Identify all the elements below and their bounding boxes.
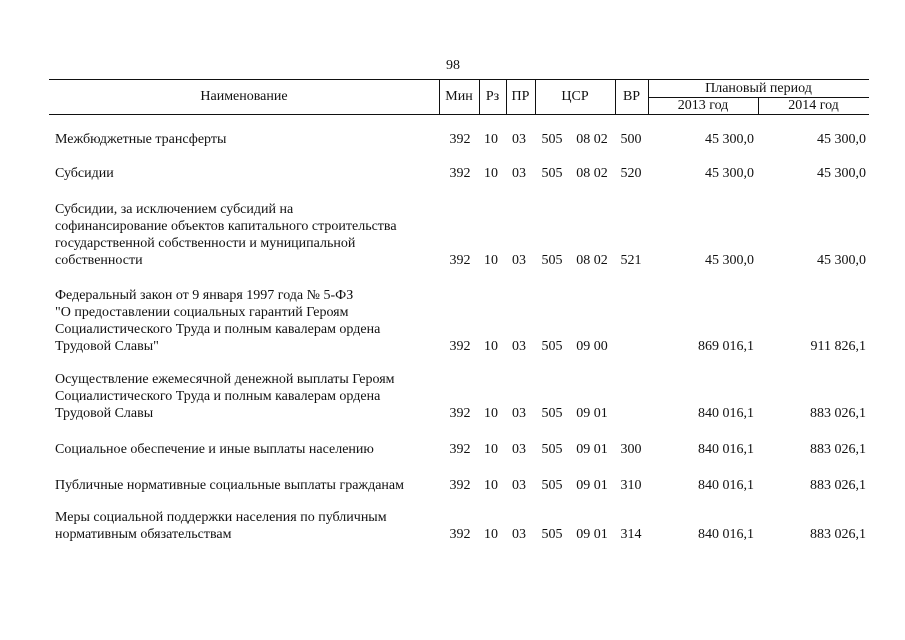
table-row (49, 0, 869, 543)
header-name: Наименование (200, 89, 288, 104)
cell-2013: 840 016,1 (698, 406, 754, 421)
cell-csr-program: 505 (541, 478, 563, 493)
cell-vr: 521 (620, 253, 642, 268)
cell-rz: 10 (484, 406, 498, 421)
cell-rz: 10 (484, 166, 498, 181)
cell-2013: 840 016,1 (698, 478, 754, 493)
header-year-2013: 2013 год (677, 98, 729, 113)
cell-2013: 45 300,0 (705, 132, 754, 147)
cell-2013: 45 300,0 (705, 166, 754, 181)
cell-2013: 840 016,1 (698, 527, 754, 542)
cell-name: Федеральный закон от 9 января 1997 года № 5-ФЗ "О предоставлении социальных гарантий Героям Социалистического Труда и полным кавалерам ордена Трудовой Славы" (55, 288, 381, 354)
cell-pr: 03 (512, 527, 526, 542)
cell-name: Субсидии (55, 166, 114, 181)
cell-2014: 883 026,1 (810, 442, 866, 457)
cell-pr: 03 (512, 478, 526, 493)
cell-2014: 883 026,1 (810, 527, 866, 542)
cell-2014: 45 300,0 (817, 166, 866, 181)
cell-2014: 911 826,1 (810, 339, 866, 354)
page-number: 98 (446, 58, 460, 73)
cell-pr: 03 (512, 253, 526, 268)
cell-csr-program: 505 (541, 406, 563, 421)
cell-csr-subprogram: 08 02 (576, 253, 608, 268)
header-vr: ВР (622, 89, 641, 104)
cell-rz: 10 (484, 253, 498, 268)
cell-csr-subprogram: 08 02 (576, 132, 608, 147)
cell-vr: 520 (620, 166, 642, 181)
header-pr: ПР (511, 89, 530, 104)
cell-rz: 10 (484, 527, 498, 542)
cell-vr: 314 (620, 527, 642, 542)
cell-csr-subprogram: 09 01 (576, 442, 608, 457)
cell-2014: 883 026,1 (810, 478, 866, 493)
cell-name: Социальное обеспечение и иные выплаты населению (55, 442, 374, 457)
cell-2014: 883 026,1 (810, 406, 866, 421)
cell-rz: 10 (484, 442, 498, 457)
cell-vr: 300 (620, 442, 642, 457)
cell-vr: 500 (620, 132, 642, 147)
header-year-2014: 2014 год (788, 98, 839, 113)
cell-name: Публичные нормативные социальные выплаты гражданам (55, 478, 404, 493)
header-min: Мин (445, 89, 473, 104)
cell-name: Осуществление ежемесячной денежной выплаты Героям Социалистического Труда и полным кавалерам ордена Трудовой Славы (55, 372, 395, 421)
cell-csr-subprogram: 09 01 (576, 406, 608, 421)
cell-pr: 03 (512, 132, 526, 147)
cell-rz: 10 (484, 132, 498, 147)
header-rz: Рз (485, 89, 500, 104)
cell-csr-subprogram: 09 01 (576, 527, 608, 542)
cell-2014: 45 300,0 (817, 253, 866, 268)
cell-csr-program: 505 (541, 253, 563, 268)
cell-min: 392 (449, 166, 471, 181)
cell-csr-program: 505 (541, 339, 563, 354)
cell-csr-subprogram: 08 02 (576, 166, 608, 181)
cell-csr-subprogram: 09 00 (576, 339, 608, 354)
cell-pr: 03 (512, 406, 526, 421)
cell-name: Межбюджетные трансферты (55, 132, 227, 147)
cell-min: 392 (449, 253, 471, 268)
cell-min: 392 (449, 339, 471, 354)
cell-name: Субсидии, за исключением субсидий на софинансирование объектов капитального строительства государственной собственности и муниципальной собственности (55, 202, 397, 268)
cell-csr-program: 505 (541, 527, 563, 542)
cell-csr-program: 505 (541, 132, 563, 147)
header-planned-period: Плановый период (705, 81, 812, 96)
cell-min: 392 (449, 442, 471, 457)
cell-rz: 10 (484, 478, 498, 493)
cell-pr: 03 (512, 442, 526, 457)
cell-vr: 310 (620, 478, 642, 493)
cell-pr: 03 (512, 339, 526, 354)
cell-csr-program: 505 (541, 166, 563, 181)
cell-min: 392 (449, 406, 471, 421)
cell-2014: 45 300,0 (817, 132, 866, 147)
cell-2013: 840 016,1 (698, 442, 754, 457)
cell-rz: 10 (484, 339, 498, 354)
cell-min: 392 (449, 527, 471, 542)
cell-pr: 03 (512, 166, 526, 181)
cell-2013: 45 300,0 (705, 253, 754, 268)
cell-csr-program: 505 (541, 442, 563, 457)
cell-min: 392 (449, 478, 471, 493)
cell-name: Меры социальной поддержки населения по публичным нормативным обязательствам (55, 510, 387, 542)
cell-2013: 869 016,1 (698, 339, 754, 354)
cell-min: 392 (449, 132, 471, 147)
header-csr: ЦСР (561, 89, 589, 104)
cell-csr-subprogram: 09 01 (576, 478, 608, 493)
